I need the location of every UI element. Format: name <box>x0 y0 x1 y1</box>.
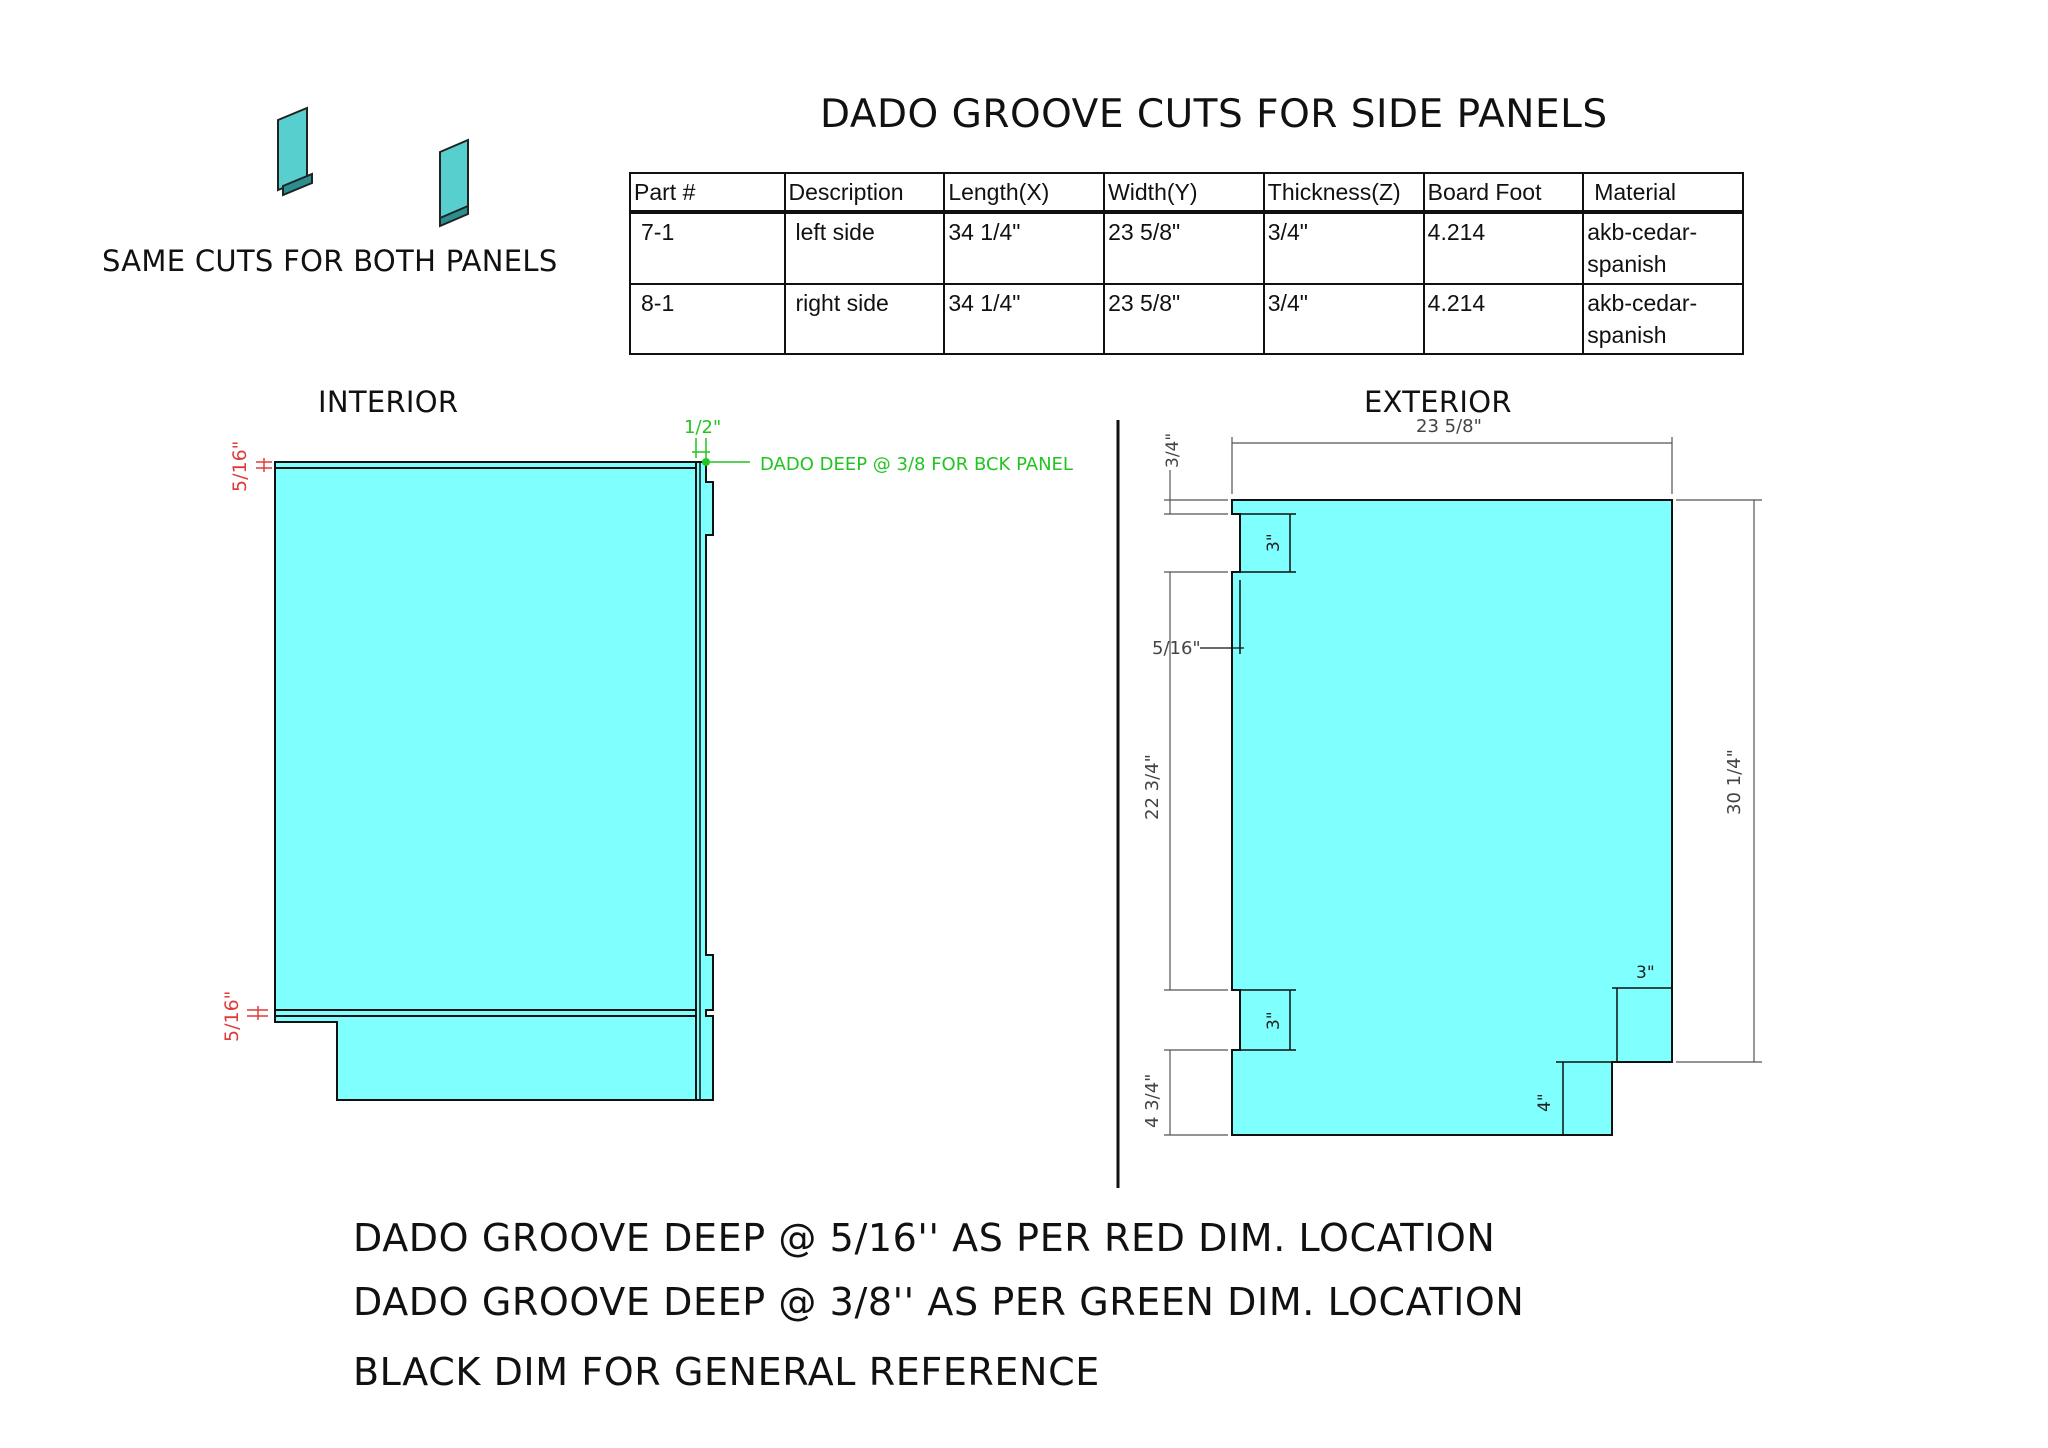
exterior-panel <box>1232 500 1672 1135</box>
exterior-bottom-dim-text: 4 3/4" <box>1142 1073 1163 1128</box>
exterior-upper-notch-dim-text: 3" <box>1264 533 1284 552</box>
panel-3d-icon <box>278 108 312 195</box>
interior-top-red-dim-text: 5/16" <box>229 440 251 492</box>
interior-top-red-dim <box>229 441 272 492</box>
note-black-dim: BLACK DIM FOR GENERAL REFERENCE <box>353 1350 1100 1394</box>
interior-green-note: DADO DEEP @ 3/8 FOR BCK PANEL <box>760 454 1073 475</box>
note-green-dim: DADO GROOVE DEEP @ 3/8'' AS PER GREEN DIM. LOCATION <box>353 1280 1525 1324</box>
exterior-groove-dim-text: 5/16" <box>1152 638 1201 659</box>
interior-green-dim-text: 1/2" <box>684 417 722 438</box>
header-part: Part # <box>630 173 785 212</box>
exterior-height-dim <box>1676 500 1762 1062</box>
cell-thickness: 3/4" <box>1264 284 1424 354</box>
header-board-foot: Board Foot <box>1424 173 1584 212</box>
interior-bottom-red-dim-text: 5/16" <box>221 990 243 1042</box>
cell-part: 8-1 <box>630 284 785 354</box>
header-description: Description <box>785 173 945 212</box>
exterior-label: EXTERIOR <box>1364 385 1512 419</box>
exterior-width-dim <box>1232 416 1672 494</box>
exterior-top-dim-text: 3/4" <box>1163 432 1183 468</box>
header-thickness: Thickness(Z) <box>1264 173 1424 212</box>
cell-material: akb-cedar-spanish <box>1583 212 1743 283</box>
cell-board-foot: 4.214 <box>1424 212 1584 283</box>
exterior-groove-dim <box>1152 580 1244 659</box>
cell-material: akb-cedar-spanish <box>1583 284 1743 354</box>
panel-3d-icon <box>440 140 468 226</box>
exterior-middle-dim-text: 22 3/4" <box>1142 754 1163 820</box>
exterior-corner-notch-height-dim-text: 4" <box>1535 1093 1555 1112</box>
header-length: Length(X) <box>944 173 1104 212</box>
page-title: DADO GROOVE CUTS FOR SIDE PANELS <box>820 92 1608 137</box>
interior-bottom-red-dim <box>221 991 268 1042</box>
cell-board-foot: 4.214 <box>1424 284 1584 354</box>
exterior-left-dims <box>1142 433 1228 1135</box>
header-material: Material <box>1583 173 1743 212</box>
same-cuts-label: SAME CUTS FOR BOTH PANELS <box>102 244 558 278</box>
interior-green-dim <box>684 417 1073 475</box>
exterior-height-dim-text: 30 1/4" <box>1724 749 1745 815</box>
cell-width: 23 5/8" <box>1104 212 1264 283</box>
cell-length: 34 1/4" <box>944 284 1104 354</box>
interior-panel <box>275 462 713 1100</box>
header-width: Width(Y) <box>1104 173 1264 212</box>
note-red-dim: DADO GROOVE DEEP @ 5/16'' AS PER RED DIM. LOCATION <box>353 1216 1496 1260</box>
cell-description: left side <box>785 212 945 283</box>
exterior-corner-notch-width-dim-text: 3" <box>1636 963 1655 983</box>
cell-thickness: 3/4" <box>1264 212 1424 283</box>
exterior-lower-notch-dim-text: 3" <box>1264 1011 1284 1030</box>
cell-length: 34 1/4" <box>944 212 1104 283</box>
exterior-width-dim-text: 23 5/8" <box>1416 416 1482 437</box>
interior-label: INTERIOR <box>318 385 459 419</box>
cell-part: 7-1 <box>630 212 785 283</box>
cell-width: 23 5/8" <box>1104 284 1264 354</box>
cell-description: right side <box>785 284 945 354</box>
